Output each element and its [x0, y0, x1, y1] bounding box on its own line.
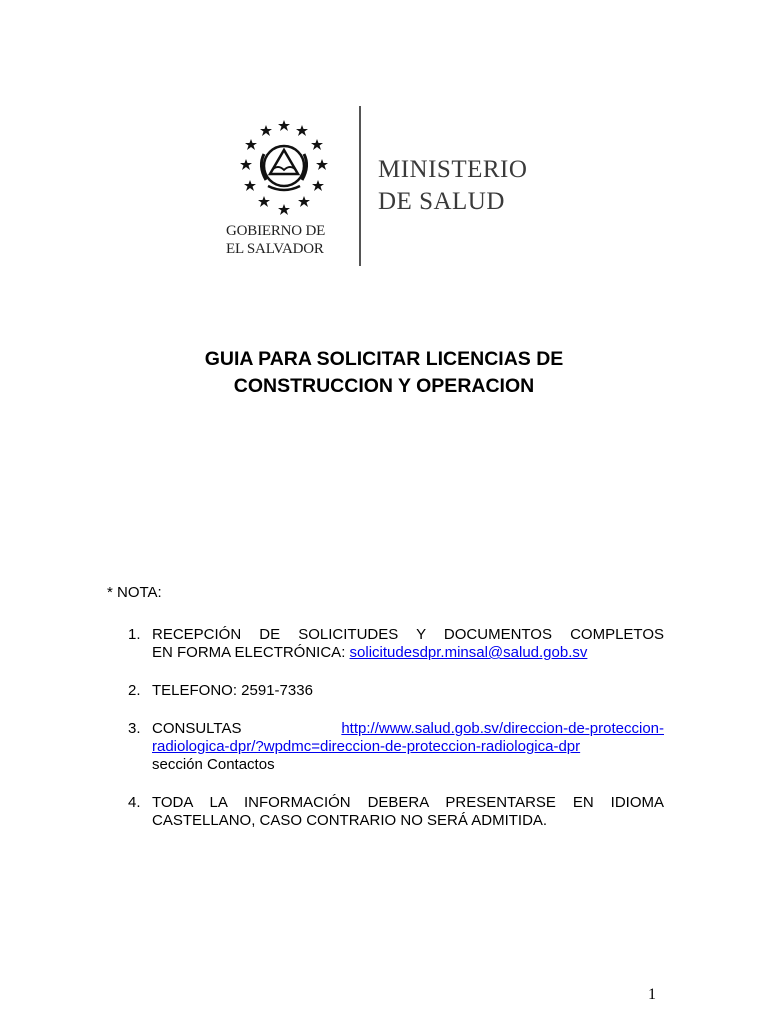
ministry-line1: MINISTERIO — [378, 156, 528, 183]
item-text-prefix: EN FORMA ELECTRÓNICA: — [152, 644, 350, 661]
email-link[interactable]: solicitudesdpr.minsal@salud.gob.sv — [349, 644, 588, 661]
list-item — [124, 626, 664, 662]
nota-list — [124, 626, 664, 850]
nota-label: * NOTA: — [107, 584, 162, 601]
item-text-line: CASTELLANO, CASO CONTRARIO NO SERÁ ADMITIDA. — [152, 812, 548, 829]
list-item — [124, 720, 664, 774]
document-title — [84, 346, 684, 400]
item-text-line: sección Contactos — [152, 756, 275, 773]
list-item — [124, 682, 664, 700]
item-text-line: RECEPCIÓN DE SOLICITUDES Y DOCUMENTOS COMPLETOS — [152, 626, 664, 643]
list-item — [124, 794, 664, 830]
title-line2: CONSTRUCCION Y OPERACION — [233, 375, 535, 397]
ministry-line2: DE SALUD — [378, 188, 505, 215]
consultas-url-link-part1[interactable]: http://www.salud.gob.sv/direccion-de-proteccion- — [341, 720, 664, 737]
page-number: 1 — [648, 986, 656, 1003]
item-text-line — [152, 644, 664, 662]
item-text-line: TODA LA INFORMACIÓN DEBERA PRESENTARSE EN IDIOMA — [152, 794, 664, 811]
item-text-line — [152, 738, 664, 756]
government-line1: GOBIERNO DE — [226, 223, 326, 239]
logo-divider — [359, 106, 361, 266]
consultas-url-link-part2[interactable]: radiologica-dpr/?wpdmc=direccion-de-proteccion-radiologica-dpr — [152, 738, 581, 755]
item-number: 4. — [128, 794, 141, 811]
government-line2: EL SALVADOR — [226, 241, 324, 257]
item-number: 2. — [128, 682, 141, 699]
government-name — [226, 222, 356, 258]
title-line1: GUIA PARA SOLICITAR LICENCIAS DE — [204, 348, 564, 370]
item-text-line: TELEFONO: 2591-7336 — [152, 682, 313, 699]
ministry-name — [378, 154, 558, 218]
item-number: 1. — [128, 626, 141, 643]
coat-of-arms-icon — [234, 114, 334, 224]
item-number: 3. — [128, 720, 141, 737]
ministry-logo — [226, 104, 546, 269]
item-text-line — [152, 720, 664, 738]
consultas-label: CONSULTAS — [152, 720, 242, 737]
